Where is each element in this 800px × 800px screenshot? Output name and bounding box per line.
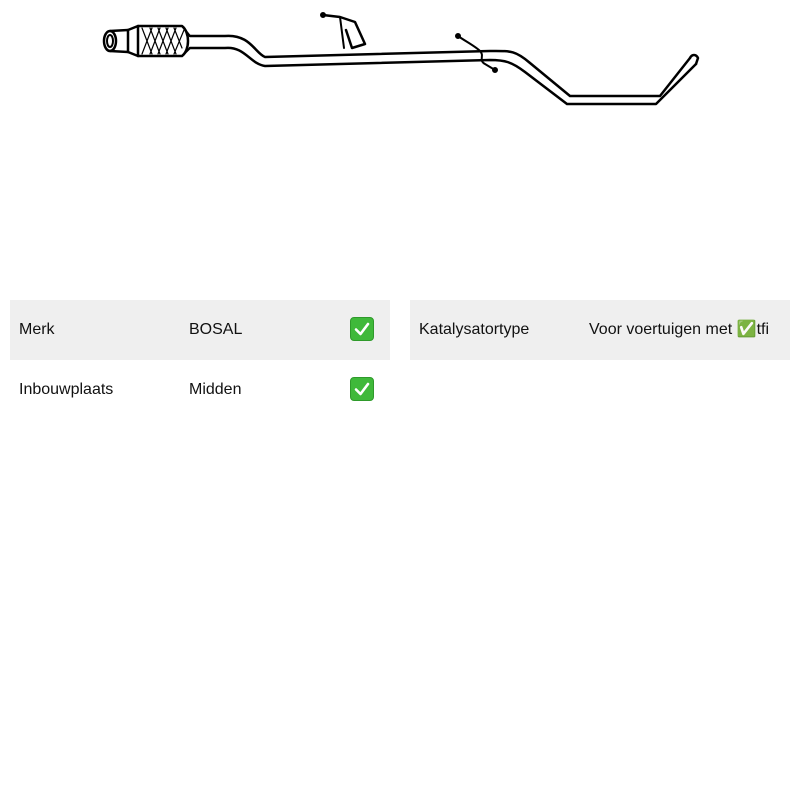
spec-label: Katalysatortype (419, 321, 530, 338)
spec-row-katalysatortype (410, 300, 790, 360)
exhaust-pipe-image (100, 8, 700, 108)
spec-table-left (10, 300, 390, 420)
spec-label: Merk (19, 321, 55, 338)
check-icon (350, 377, 374, 401)
spec-row-merk (10, 300, 390, 360)
check-icon (350, 317, 374, 341)
spec-row-inbouwplaats (10, 360, 390, 420)
spec-value: Midden (189, 381, 242, 398)
spec-value: Voor voertuigen met ✅tfi (589, 321, 770, 338)
spec-label: Inbouwplaats (19, 381, 114, 398)
spec-table-right (410, 300, 790, 420)
spec-value: BOSAL (189, 321, 243, 338)
